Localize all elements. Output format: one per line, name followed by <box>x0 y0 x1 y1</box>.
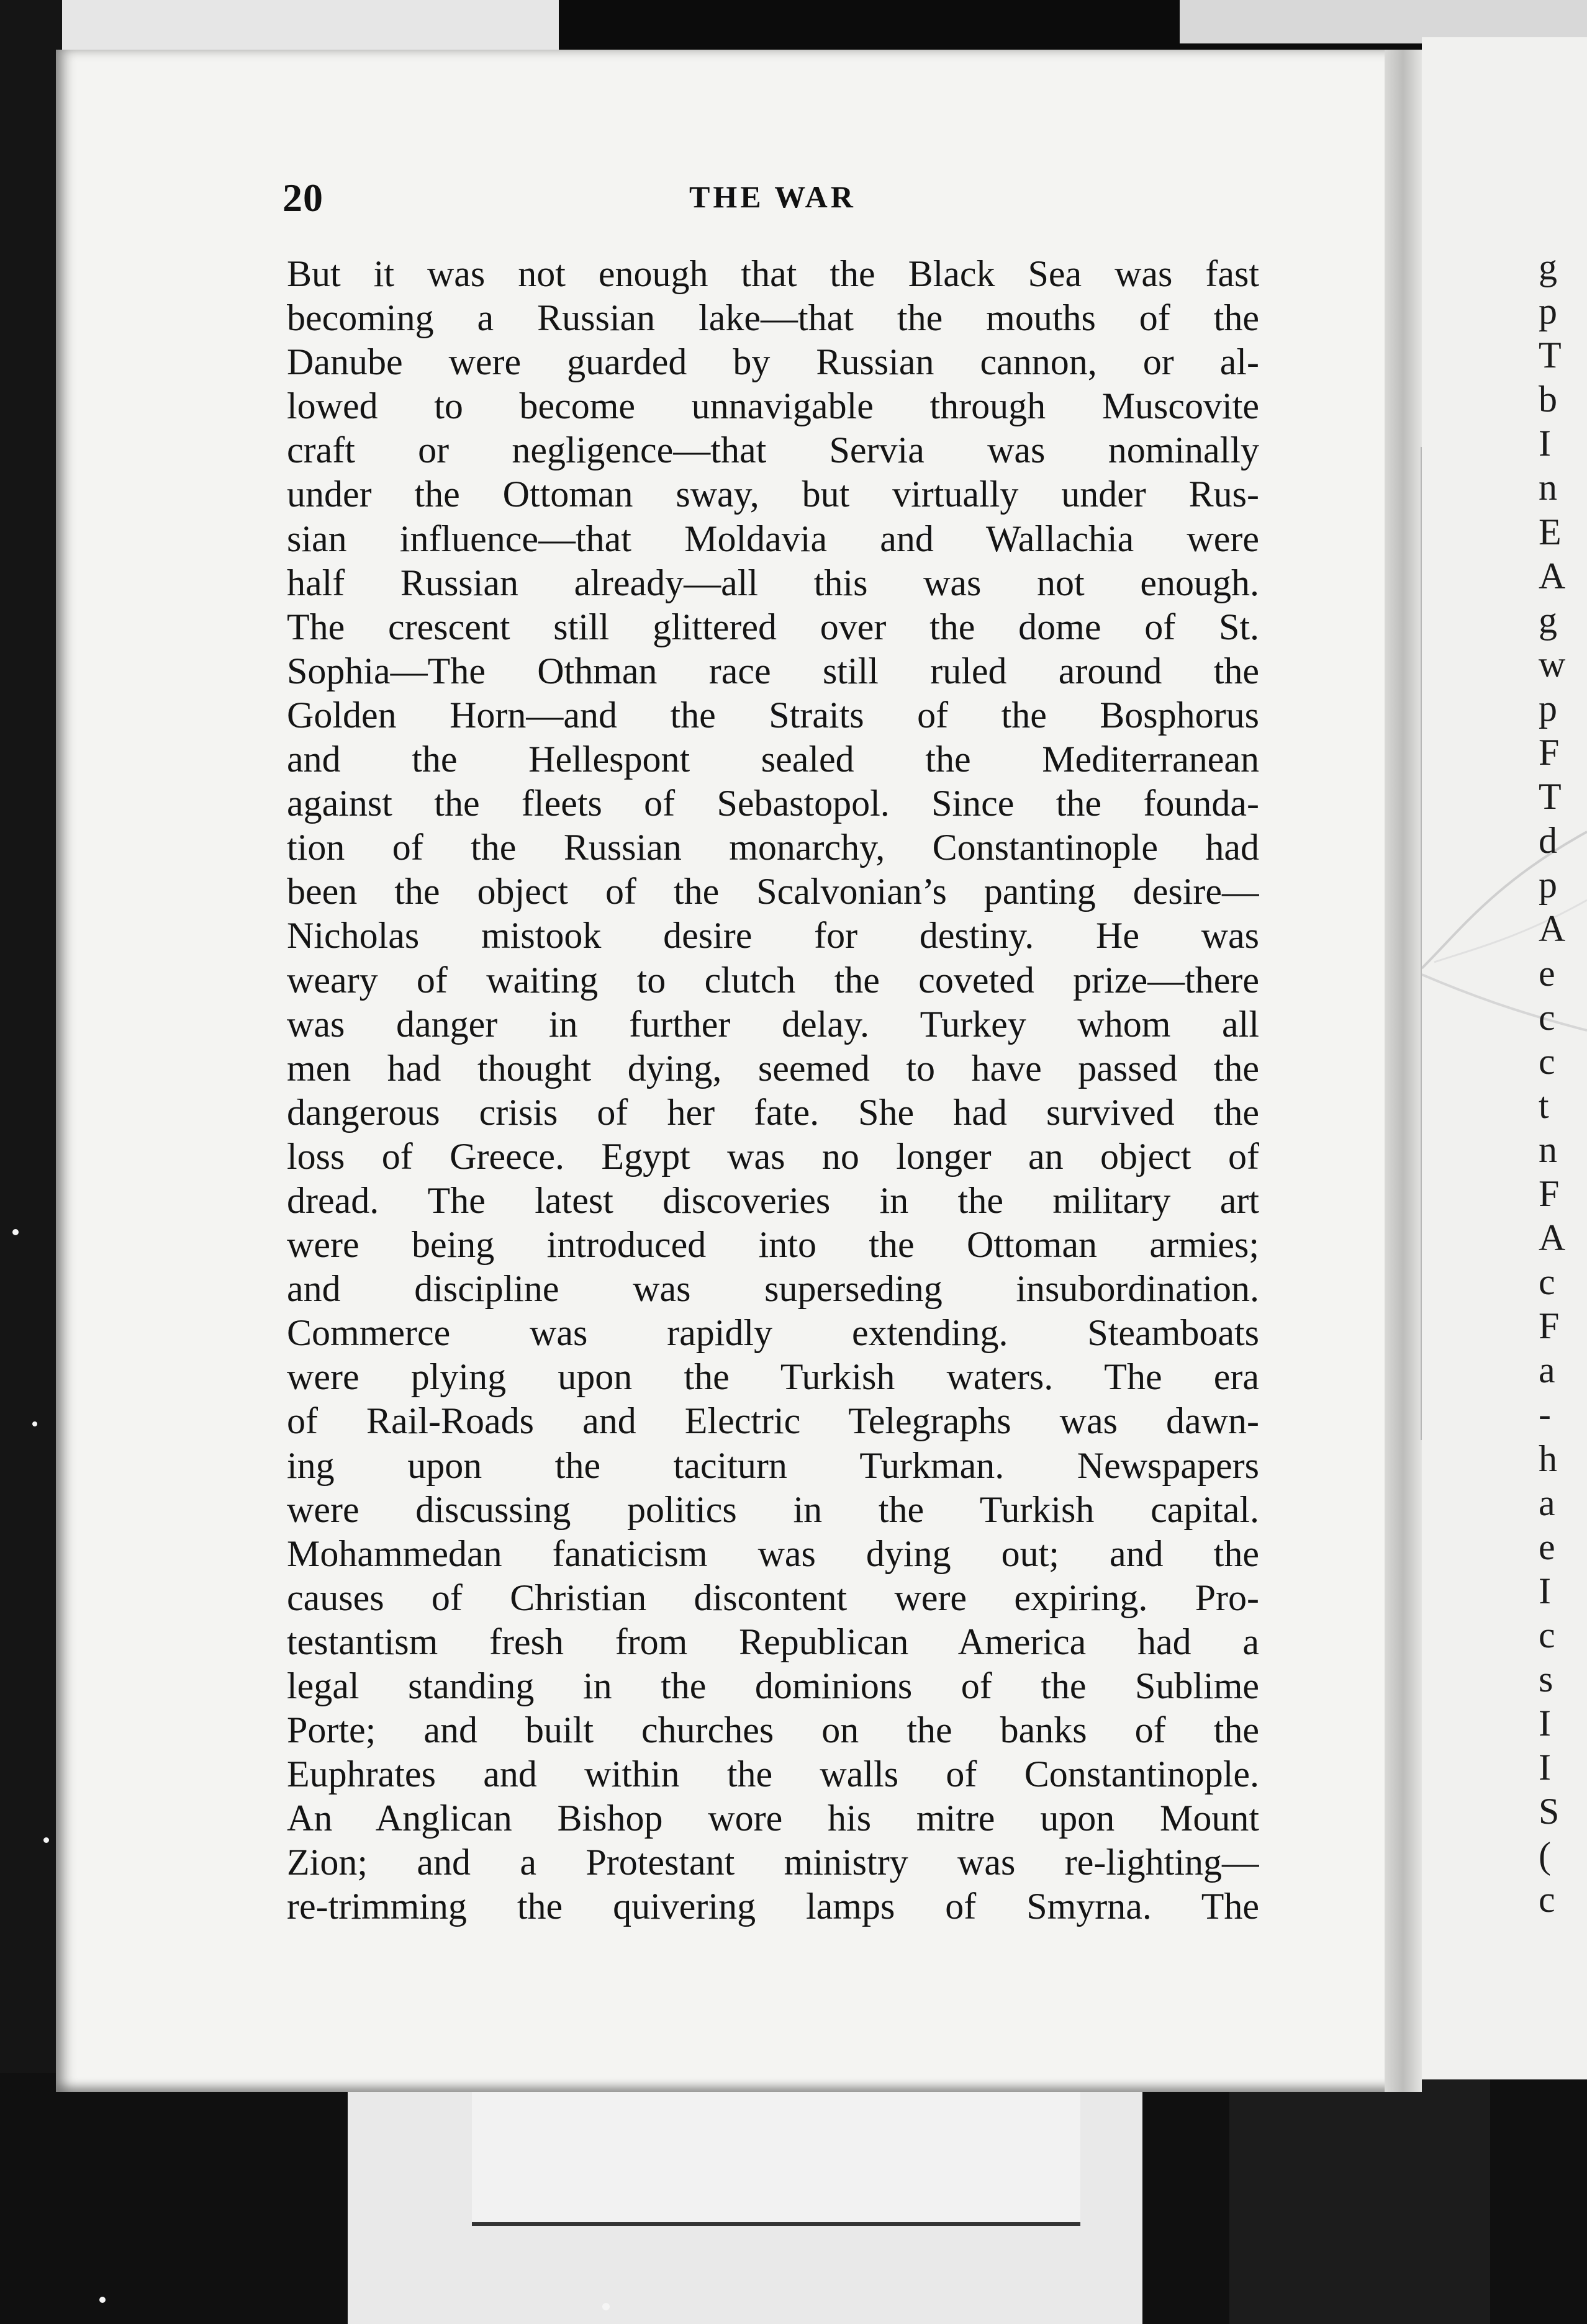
scan-speck <box>602 2303 610 2310</box>
background-paper-top-left <box>0 0 559 56</box>
fragment-line: I <box>1539 423 1551 464</box>
scan-speck <box>32 1421 37 1426</box>
fragment-line: F <box>1539 732 1560 773</box>
text-line: dread. The latest discoveries in the military art <box>287 1179 1259 1221</box>
text-line: re-trimming the quivering lamps of Smyrna. The <box>287 1886 1259 1927</box>
text-line: Sophia—The Othman race still ruled around the <box>287 650 1259 691</box>
text-line: The crescent still glittered over the dome of St. <box>287 606 1259 647</box>
text-line: weary of waiting to clutch the coveted prize—there <box>287 959 1259 1001</box>
text-line: legal standing in the dominions of the Sublime <box>287 1665 1259 1706</box>
fragment-line: F <box>1539 1173 1560 1214</box>
fragment-line: t <box>1539 1084 1549 1126</box>
scan-speck <box>12 1229 19 1235</box>
fragment-line: c <box>1539 1261 1555 1303</box>
fragment-line: A <box>1539 1217 1566 1259</box>
page-header <box>283 175 1259 218</box>
fragment-line: E <box>1539 511 1562 552</box>
background-bottom-card-inner <box>472 2092 1080 2226</box>
fragment-line: g <box>1539 246 1557 287</box>
text-line: Nicholas mistook desire for destiny. He was <box>287 915 1259 957</box>
fragment-line: p <box>1539 864 1557 906</box>
facing-page-text-fragments <box>1539 245 1587 1922</box>
fragment-line: T <box>1539 776 1562 817</box>
text-line: craft or negligence—that Servia was nominally <box>287 430 1259 471</box>
text-line: Zion; and a Protestant ministry was re-lighting— <box>287 1842 1259 1883</box>
fragment-line: b <box>1539 379 1557 420</box>
text-line: Commerce was rapidly extending. Steamboats <box>287 1312 1259 1354</box>
text-line: of Rail-Roads and Electric Telegraphs was dawn- <box>287 1400 1259 1442</box>
text-line: was danger in further delay. Turkey whom all <box>287 1003 1259 1045</box>
fragment-line: a <box>1539 1349 1555 1391</box>
fragment-line: d <box>1539 820 1557 862</box>
text-line: were plying upon the Turkish waters. The era <box>287 1356 1259 1398</box>
text-line: and the Hellespont sealed the Mediterranean <box>287 739 1259 780</box>
background-bottom-right <box>1229 2061 1490 2324</box>
text-line: sian influence—that Moldavia and Wallachia were <box>287 518 1259 559</box>
fragment-line: g <box>1539 599 1557 641</box>
running-title: THE WAR <box>689 179 856 214</box>
text-line: half Russian already—all this was not enough. <box>287 562 1259 603</box>
text-line: and discipline was superseding insubordination. <box>287 1268 1259 1310</box>
fragment-line: n <box>1539 467 1557 508</box>
text-line: causes of Christian discontent were expiring. Pro- <box>287 1577 1259 1618</box>
fragment-line: I <box>1539 1570 1551 1611</box>
fragment-line: F <box>1539 1305 1560 1347</box>
fragment-line: a <box>1539 1482 1555 1523</box>
text-line: under the Ottoman sway, but virtually under Rus- <box>287 474 1259 515</box>
text-line: were being introduced into the Ottoman armies; <box>287 1224 1259 1266</box>
fragment-line: I <box>1539 1747 1551 1788</box>
text-line: Porte; and built churches on the banks of the <box>287 1709 1259 1751</box>
fragment-line: T <box>1539 335 1562 376</box>
scan-speck <box>43 1837 49 1843</box>
text-line: loss of Greece. Egypt was no longer an object of <box>287 1135 1259 1177</box>
text-line: were discussing politics in the Turkish capital. <box>287 1489 1259 1530</box>
text-line: becoming a Russian lake—that the mouths of the <box>287 297 1259 339</box>
text-line: against the fleets of Sebastopol. Since the founda- <box>287 783 1259 824</box>
text-line: ing upon the taciturn Turkman. Newspapers <box>287 1444 1259 1486</box>
fragment-line: w <box>1539 643 1566 685</box>
text-line: men had thought dying, seemed to have passed the <box>287 1047 1259 1089</box>
scan-speck <box>99 2297 106 2303</box>
book-gutter <box>1385 50 1422 2092</box>
fragment-line: A <box>1539 908 1566 950</box>
text-line: dangerous crisis of her fate. She had survived the <box>287 1091 1259 1133</box>
fragment-line: S <box>1539 1791 1560 1832</box>
fragment-line: A <box>1539 555 1566 597</box>
fragment-line: p <box>1539 687 1557 729</box>
fragment-line: e <box>1539 1526 1555 1567</box>
fragment-line: I <box>1539 1703 1551 1744</box>
text-line: Euphrates and within the walls of Constantinople. <box>287 1754 1259 1795</box>
text-line: been the object of the Scalvonian’s panting desire— <box>287 871 1259 912</box>
text-line: testantism fresh from Republican America had a <box>287 1621 1259 1662</box>
fragment-line: - <box>1539 1394 1551 1435</box>
fragment-line: s <box>1539 1659 1553 1700</box>
background-left-edge <box>0 0 62 2324</box>
text-line: An Anglican Bishop wore his mitre upon Mount <box>287 1798 1259 1839</box>
body-text <box>287 252 1259 1929</box>
text-line: Mohammedan fanaticism was dying out; and the <box>287 1533 1259 1574</box>
fragment-line: c <box>1539 1879 1555 1921</box>
fragment-line: c <box>1539 1040 1555 1082</box>
text-line: tion of the Russian monarchy, Constantinople had <box>287 827 1259 868</box>
text-line: Golden Horn—and the Straits of the Bosphorus <box>287 694 1259 736</box>
fragment-line: c <box>1539 1614 1555 1655</box>
text-line: Danube were guarded by Russian cannon, or al- <box>287 341 1259 383</box>
fragment-line: e <box>1539 952 1555 994</box>
fragment-line: p <box>1539 290 1557 332</box>
fragment-line: c <box>1539 996 1555 1038</box>
text-line: But it was not enough that the Black Sea was fast <box>287 253 1259 294</box>
fragment-line: n <box>1539 1128 1557 1170</box>
fragment-line: h <box>1539 1438 1557 1479</box>
page-number: 20 <box>283 176 323 220</box>
text-line: lowed to become unnavigable through Muscovite <box>287 385 1259 427</box>
fragment-line: ( <box>1539 1835 1551 1876</box>
